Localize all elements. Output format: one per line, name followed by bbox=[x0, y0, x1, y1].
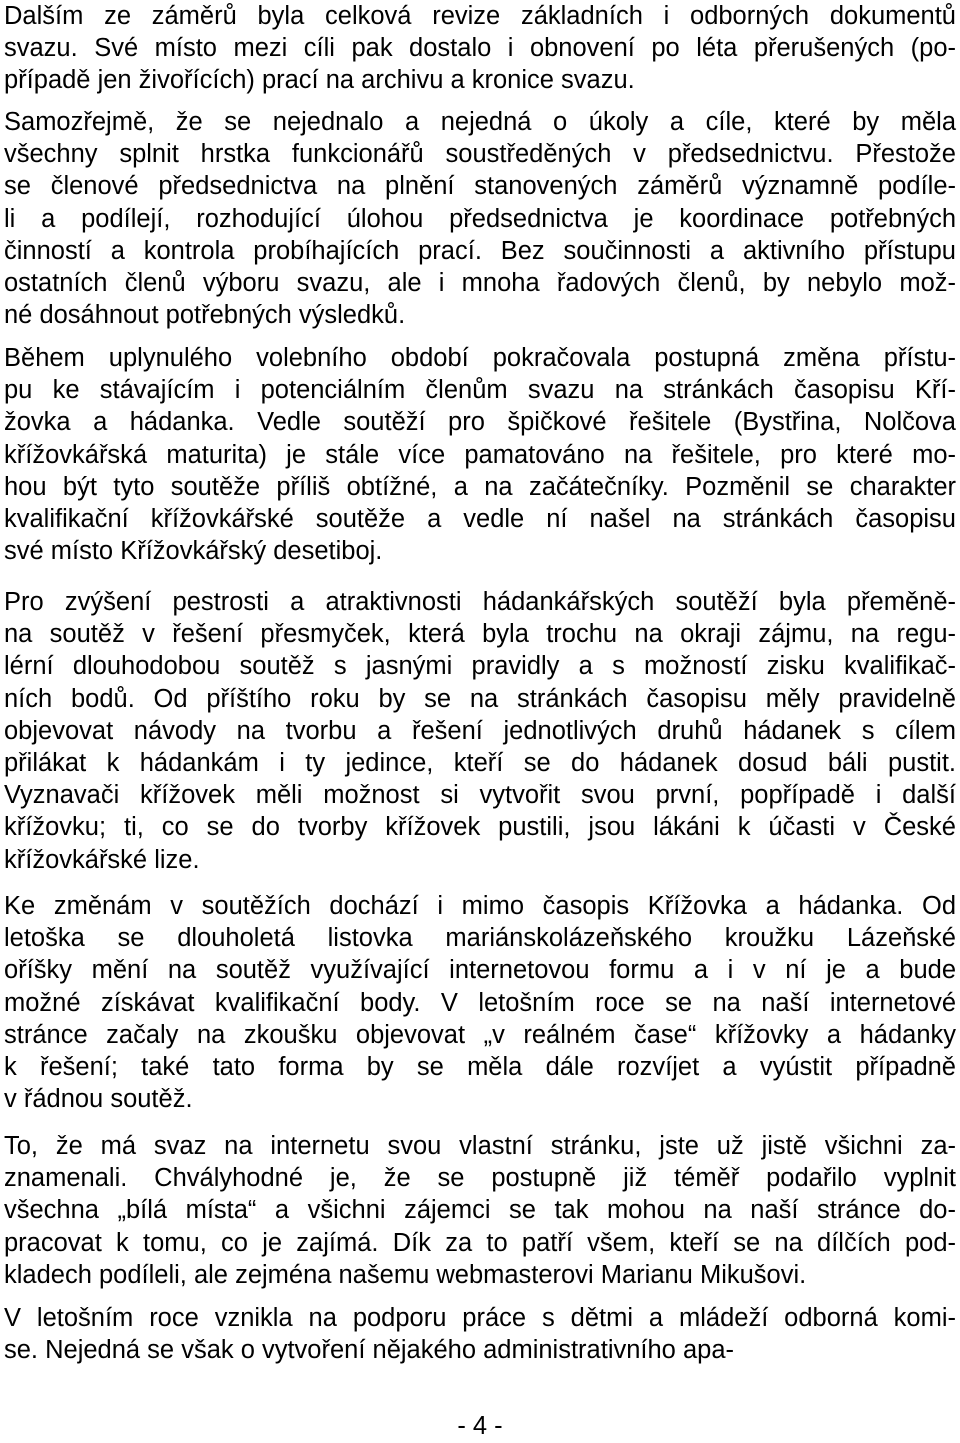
text-line: žovka a hádanka. Vedle soutěží pro špičkové řešitele (Bystřina, Nolčova bbox=[4, 408, 956, 437]
text-line: své místo Křížovkářský desetiboj. bbox=[4, 537, 383, 566]
paragraph-5 bbox=[4, 890, 956, 1115]
text-line: kvalifikační křížovkářské soutěže a vedle ní našel na stránkách časopisu bbox=[4, 504, 956, 533]
text-line: znamenali. Chvályhodné je, že se postupně již téměř podařilo vyplnit bbox=[4, 1164, 956, 1193]
text-line: případě jen živořících) prací na archivu a kronice svazu. bbox=[4, 66, 635, 95]
text-line: v řádnou soutěž. bbox=[4, 1085, 193, 1114]
paragraph-1 bbox=[4, 0, 956, 97]
text-line: přilákat k hádankám i ty jedince, kteří se do hádanek dosud báli pustit. bbox=[4, 748, 956, 777]
text-line: činností a kontrola probíhajících prací. Bez součinnosti a aktivního přístupu bbox=[4, 236, 956, 265]
text-line: Pro zvýšení pestrosti a atraktivnosti hádankářských soutěží byla přeměně- bbox=[4, 588, 956, 616]
text-line: křížovkářská maturita) je stále více pamatováno na řešitele, pro které mo- bbox=[4, 440, 956, 469]
text-line: k řešení; také tato forma by se měla dále rozvíjet a vyústit případně bbox=[4, 1052, 956, 1081]
text-line: ních bodů. Od příštího roku by se na stránkách časopisu měly pravidelně bbox=[4, 684, 956, 713]
text-line: křížovku; ti, co se do tvorby křížovek pustili, jsou lákáni k účasti v České bbox=[4, 813, 956, 842]
text-line: objevovat návody na tvorbu a řešení jednotlivých druhů hádanek s cílem bbox=[4, 716, 956, 745]
paragraph-2 bbox=[4, 106, 956, 331]
text-line: všechna „bílá místa“ a všichni zájemci se tak mohou na naší stránce do- bbox=[4, 1196, 956, 1225]
text-line: na soutěž v řešení přesmyček, která byla trochu na okraji zájmu, na regu- bbox=[4, 620, 956, 649]
text-line: To, že má svaz na internetu svou vlastní stránku, jste už jistě všichni za- bbox=[4, 1132, 956, 1160]
text-line: se. Nejedná se však o vytvoření nějakého administrativního apa- bbox=[4, 1336, 734, 1365]
text-line: lérní dlouhodobou soutěž s jasnými pravidly a s možností zisku kvalifikač- bbox=[4, 652, 956, 681]
paragraph-7 bbox=[4, 1302, 956, 1366]
text-line: né dosáhnout potřebných výsledků. bbox=[4, 301, 406, 330]
page-number: - 4 - bbox=[457, 1412, 503, 1440]
text-line: Ke změnám v soutěžích dochází i mimo časopis Křížovka a hádanka. Od bbox=[4, 892, 956, 920]
text-line: letoška se dlouholetá listovka mariánskolázeňského kroužku Lázeňské bbox=[4, 924, 956, 953]
text-line: V letošním roce vznikla na podporu práce s dětmi a mládeží odborná komi- bbox=[4, 1304, 956, 1332]
text-line: oříšky mění na soutěž využívající internetovou formu a i v ní je a bude bbox=[4, 956, 956, 985]
text-line: pu ke stávajícím i potenciálním členům svazu na stránkách časopisu Kří- bbox=[4, 376, 956, 405]
text-line: křížovkářské lize. bbox=[4, 845, 200, 874]
paragraph-3 bbox=[4, 342, 956, 567]
text-line: možné získávat kvalifikační body. V letošním roce se na naší internetové bbox=[4, 988, 956, 1017]
text-line: svazu. Své místo mezi cíli pak dostalo i obnovení po léta přerušených (po- bbox=[4, 34, 956, 63]
text-line: Během uplynulého volebního období pokračovala postupná změna přístu- bbox=[4, 344, 956, 372]
text-line: li a podílejí, rozhodující úlohou předsednictva je koordinace potřebných bbox=[4, 204, 956, 233]
paragraph-4 bbox=[4, 586, 956, 876]
text-line: Vyznavači křížovek měli možnost si vytvořit svou první, popřípadě i další bbox=[4, 781, 956, 810]
text-line: stránce začaly na zkoušku objevovat „v reálném čase“ křížovky a hádanky bbox=[4, 1020, 956, 1049]
text-line: ostatních členů výboru svazu, ale i mnoha řadových členů, by nebylo mož- bbox=[4, 268, 956, 297]
text-line: kladech podíleli, ale zejména našemu webmasterovi Marianu Mikušovi. bbox=[4, 1260, 807, 1289]
text-line: hou být tyto soutěže příliš obtížné, a na začátečníky. Pozměnil se charakter bbox=[4, 472, 956, 501]
text-line: Dalším ze záměrů byla celková revize základních i odborných dokumentů bbox=[4, 2, 956, 30]
text-line: se členové předsednictva na plnění stanovených záměrů významně podíle- bbox=[4, 172, 956, 201]
text-line: pracovat k tomu, co je zajímá. Dík za to patří všem, kteří se na dílčích pod- bbox=[4, 1228, 956, 1257]
text-line: Samozřejmě, že se nejednalo a nejedná o úkoly a cíle, které by měla bbox=[4, 108, 956, 136]
paragraph-6 bbox=[4, 1130, 956, 1291]
text-line: všechny splnit hrstka funkcionářů soustředěných v předsednictvu. Přestože bbox=[4, 140, 956, 169]
